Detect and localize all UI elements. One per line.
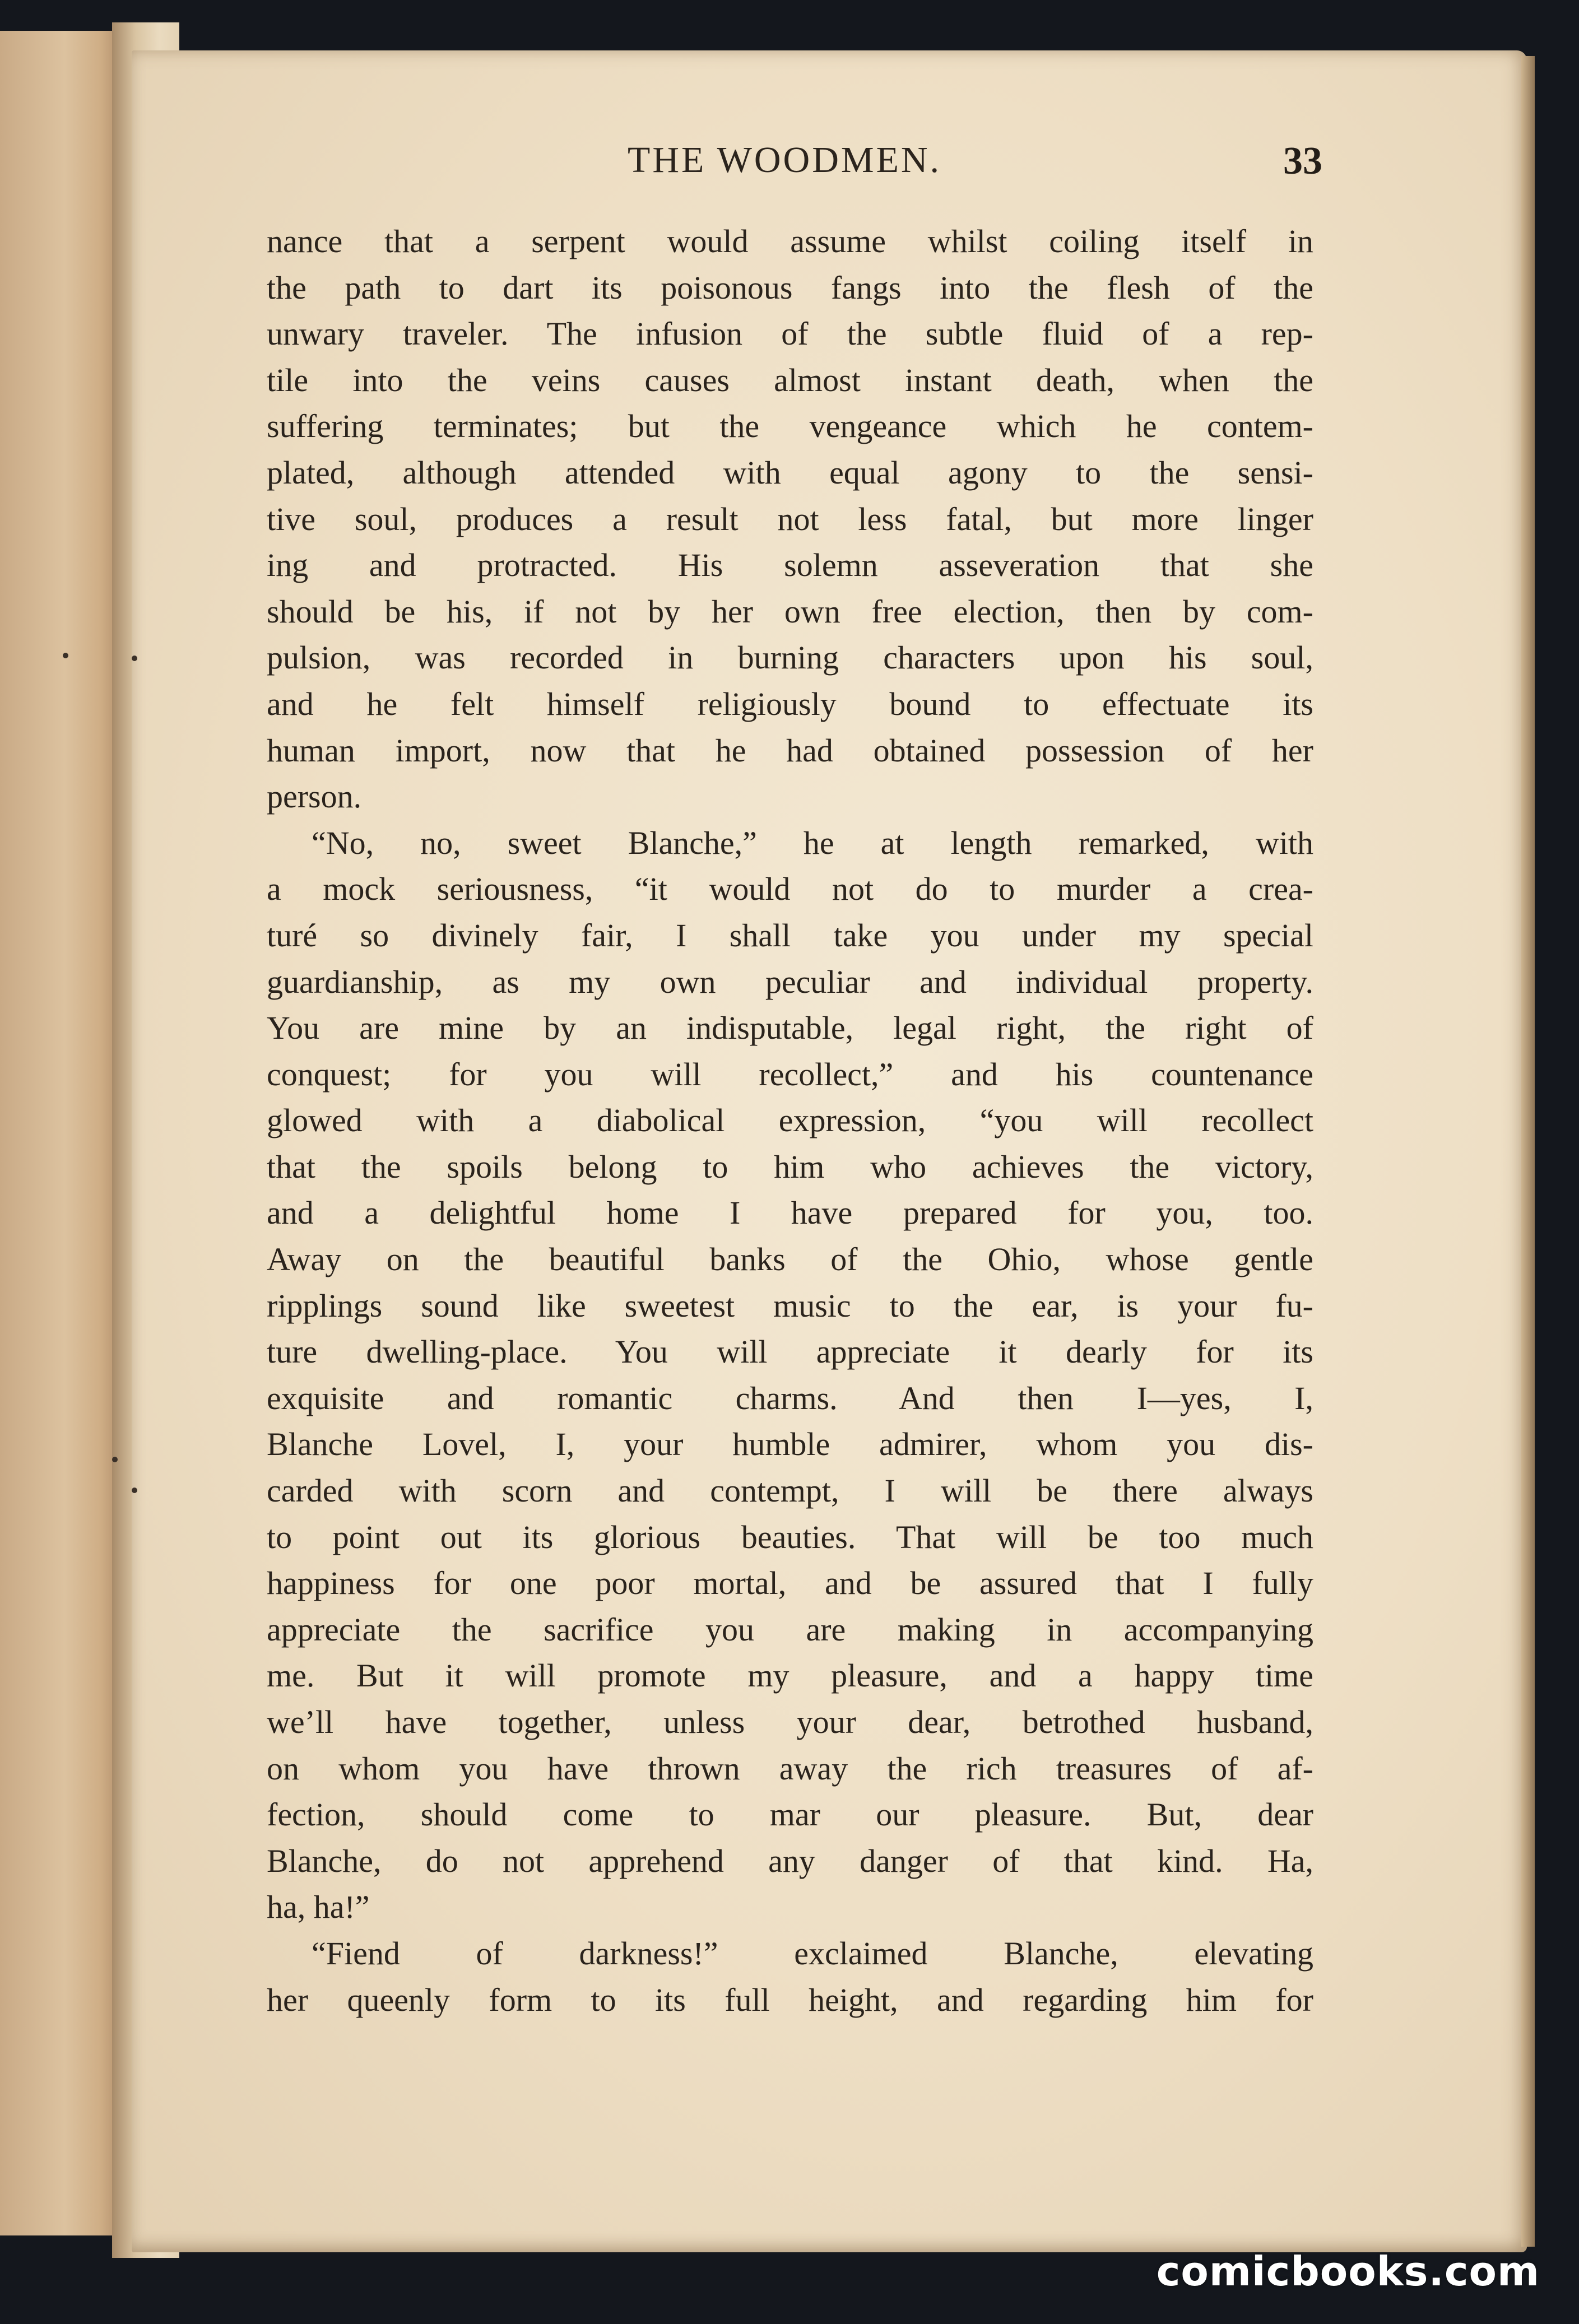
text-line: person. <box>267 778 362 815</box>
text-line: Away on the beautiful banks of the Ohio, whose gentle <box>267 1241 1313 1278</box>
text-line: her queenly form to its full height, and regarding him for <box>267 1981 1313 2018</box>
margin-speck <box>63 653 68 658</box>
text-line: ture dwelling-place. You will appreciate it dearly for its <box>267 1333 1313 1370</box>
text-line: guardianship, as my own peculiar and individual property. <box>267 963 1313 1000</box>
text-line: that the spoils belong to him who achieves the victory, <box>267 1148 1313 1185</box>
text-line: a mock seriousness, “it would not do to murder a crea- <box>267 871 1313 908</box>
text-line: Blanche, do not apprehend any danger of that kind. Ha, <box>267 1842 1313 1879</box>
text-line: conquest; for you will recollect,” and his countenance <box>267 1056 1313 1093</box>
text-line: pulsion, was recorded in burning characters upon his soul, <box>267 639 1313 676</box>
text-line: the path to dart its poisonous fangs into the flesh of the <box>267 269 1313 306</box>
text-line: and he felt himself religiously bound to effectuate its <box>267 685 1313 722</box>
text-line: ripplings sound like sweetest music to the ear, is your fu- <box>267 1287 1313 1324</box>
text-line: on whom you have thrown away the rich treasures of af- <box>267 1750 1313 1787</box>
text-line: turé so divinely fair, I shall take you under my special <box>267 917 1313 954</box>
page-edge-shadow <box>1521 56 1535 2247</box>
text-line: nance that a serpent would assume whilst coiling itself in <box>267 223 1313 259</box>
text-line: “No, no, sweet Blanche,” he at length remarked, with <box>312 824 1313 861</box>
text-line: Blanche Lovel, I, your humble admirer, whom you dis- <box>267 1426 1313 1463</box>
running-head: THE WOODMEN. <box>628 140 942 180</box>
page-number: 33 <box>1283 140 1322 183</box>
watermark-logo: comicbooks.com <box>1156 2248 1540 2295</box>
text-line: to point out its glorious beauties. That will be too much <box>267 1518 1313 1555</box>
text-line: exquisite and romantic charms. And then I—yes, I, <box>267 1379 1313 1416</box>
text-line: me. But it will promote my pleasure, and a happy time <box>267 1657 1313 1694</box>
text-line: You are mine by an indisputable, legal right, the right of <box>267 1010 1313 1047</box>
text-line: glowed with a diabolical expression, “you will recollect <box>267 1102 1313 1139</box>
text-line: ing and protracted. His solemn asseveration that she <box>267 547 1313 584</box>
margin-speck <box>132 656 137 661</box>
text-line: tive soul, produces a result not less fatal, but more linger <box>267 500 1313 537</box>
margin-speck <box>112 1457 118 1462</box>
text-line: “Fiend of darkness!” exclaimed Blanche, elevating <box>312 1935 1313 1972</box>
text-line: happiness for one poor mortal, and be assured that I fully <box>267 1565 1313 1602</box>
text-line: ha, ha!” <box>267 1889 370 1926</box>
facing-page-edge <box>0 31 118 2235</box>
text-line: human import, now that he had obtained possession of her <box>267 732 1313 769</box>
body-text <box>267 219 1313 2023</box>
text-line: we’ll have together, unless your dear, betrothed husband, <box>267 1704 1313 1740</box>
text-line: plated, although attended with equal agony to the sensi- <box>267 454 1313 491</box>
text-line: fection, should come to mar our pleasure. But, dear <box>267 1796 1313 1833</box>
text-line: tile into the veins causes almost instant death, when the <box>267 361 1313 398</box>
text-line: and a delightful home I have prepared for you, too. <box>267 1194 1313 1231</box>
text-line: suffering terminates; but the vengeance which he contem- <box>267 408 1313 445</box>
text-line: unwary traveler. The infusion of the subtle fluid of a rep- <box>267 315 1313 352</box>
text-line: carded with scorn and contempt, I will be there always <box>267 1472 1313 1509</box>
margin-speck <box>132 1488 137 1493</box>
text-line: should be his, if not by her own free election, then by com- <box>267 593 1313 630</box>
page-header <box>269 139 1322 201</box>
text-line: appreciate the sacrifice you are making in accompanying <box>267 1611 1313 1648</box>
